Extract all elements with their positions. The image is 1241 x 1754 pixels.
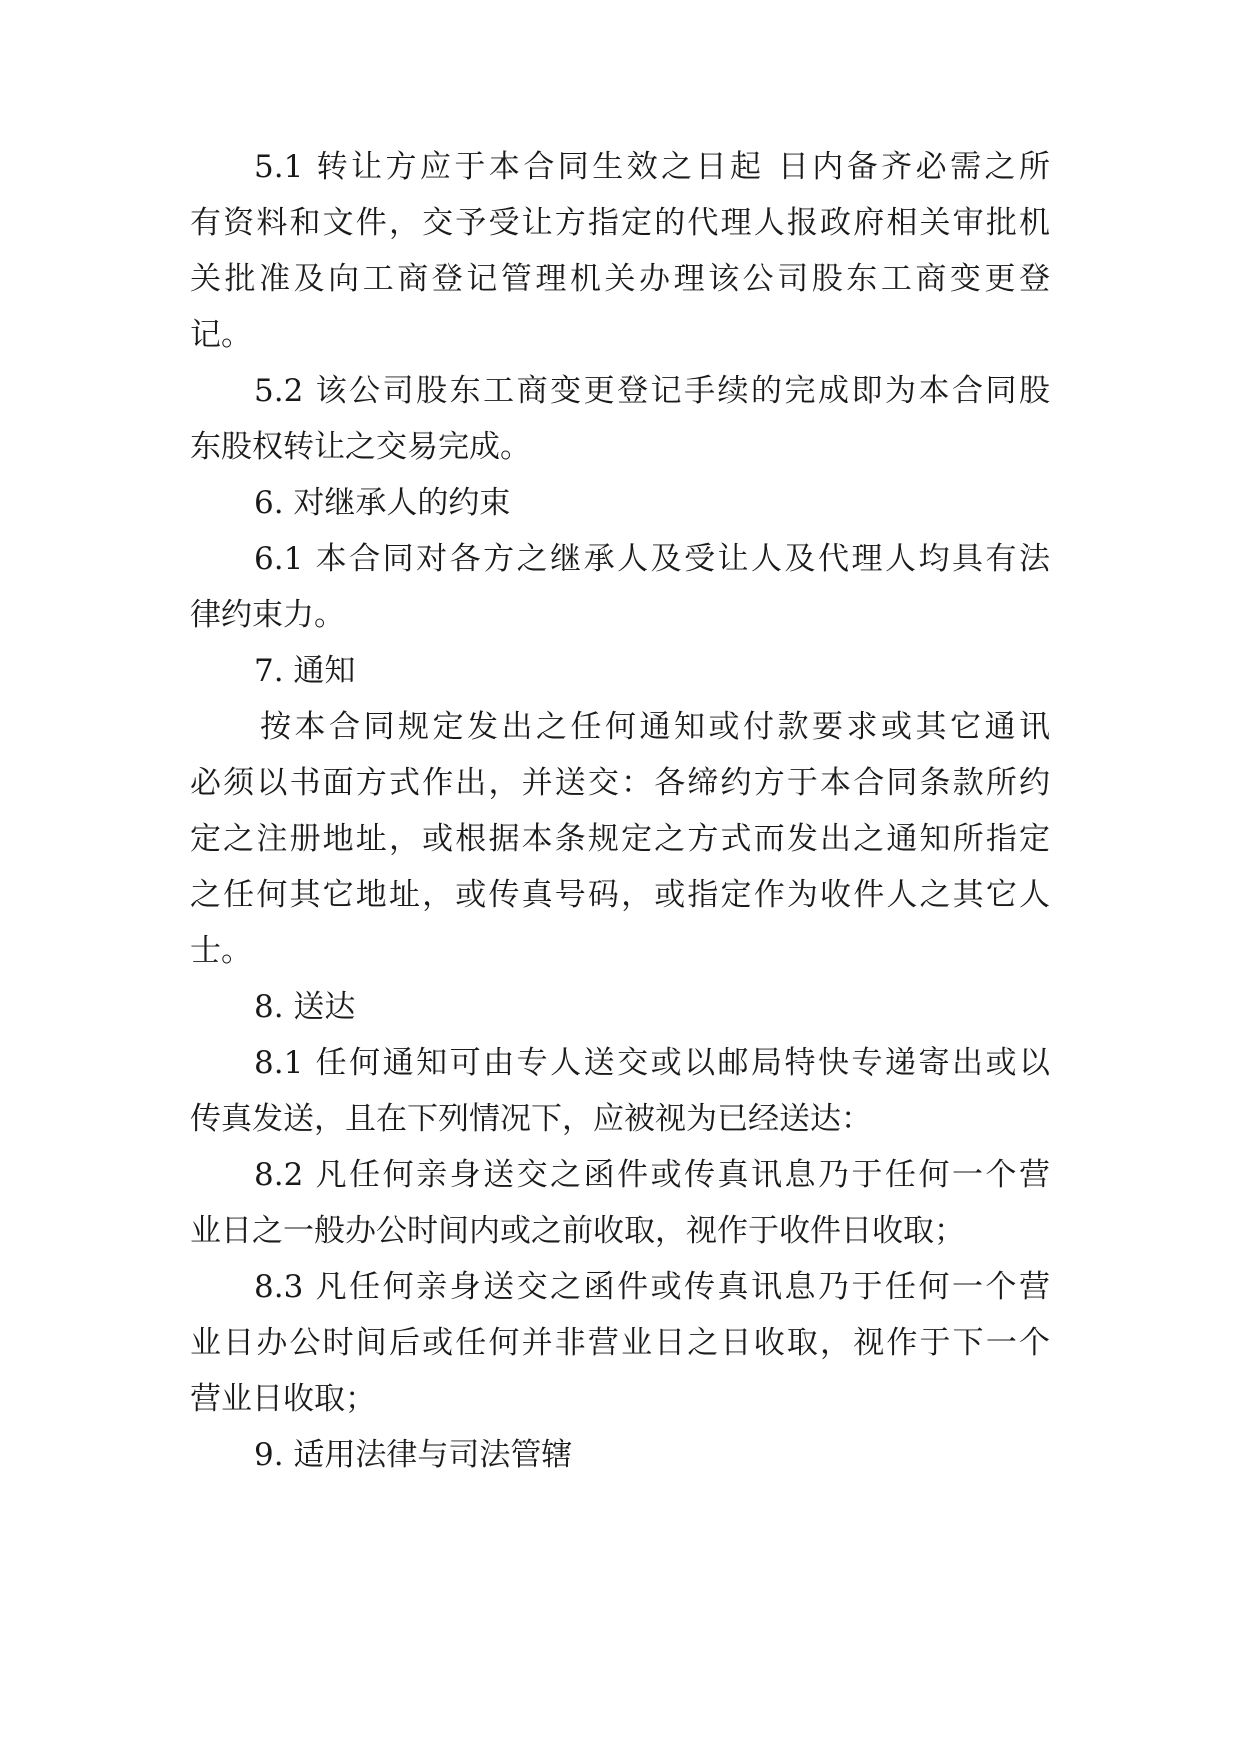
section-7-para-line-5: 士。 [190,933,252,969]
section-7-para-line-4: 之任何其它地址，或传真号码，或指定作为收件人之其它人 [190,877,1050,913]
clause-8-2-line-2: 业日之一般办公时间内或之前收取，视作于收件日收取； [190,1213,965,1249]
clause-8-2-line-1: 8.2 凡任何亲身送交之函件或传真讯息乃于任何一个营 [254,1157,1050,1193]
clause-8-3-line-1: 8.3 凡任何亲身送交之函件或传真讯息乃于任何一个营 [254,1269,1050,1305]
clause-8-3-line-3: 营业日收取； [190,1381,376,1417]
clause-6-1-line-2: 律约束力。 [190,597,345,633]
clause-5-1-line-2: 有资料和文件，交予受让方指定的代理人报政府相关审批机 [190,205,1050,241]
section-7-heading: 7. 通知 [254,653,356,689]
clause-5-1-line-4: 记。 [190,317,252,353]
section-7-para-line-3: 定之注册地址，或根据本条规定之方式而发出之通知所指定 [190,821,1050,857]
clause-8-1-line-2: 传真发送，且在下列情况下，应被视为已经送达： [190,1101,872,1137]
section-9-heading: 9. 适用法律与司法管辖 [254,1437,573,1473]
section-6-heading: 6. 对继承人的约束 [254,485,511,521]
clause-5-1-line-1: 5.1 转让方应于本合同生效之日起 日内备齐必需之所 [254,149,1050,185]
clause-6-1-line-1: 6.1 本合同对各方之继承人及受让人及代理人均具有法 [254,541,1050,577]
clause-5-1-line-3: 关批准及向工商登记管理机关办理该公司股东工商变更登 [190,261,1050,297]
clause-5-2-line-2: 东股权转让之交易完成。 [190,429,531,465]
section-7-para-line-2: 必须以书面方式作出，并送交：各缔约方于本合同条款所约 [190,765,1050,801]
clause-8-1-line-1: 8.1 任何通知可由专人送交或以邮局特快专递寄出或以 [254,1045,1050,1081]
section-7-para-line-1: 按本合同规定发出之任何通知或付款要求或其它通讯 [260,709,1050,745]
clause-8-3-line-2: 业日办公时间后或任何并非营业日之日收取，视作于下一个 [190,1325,1050,1361]
section-8-heading: 8. 送达 [254,989,356,1025]
clause-5-2-line-1: 5.2 该公司股东工商变更登记手续的完成即为本合同股 [254,373,1050,409]
